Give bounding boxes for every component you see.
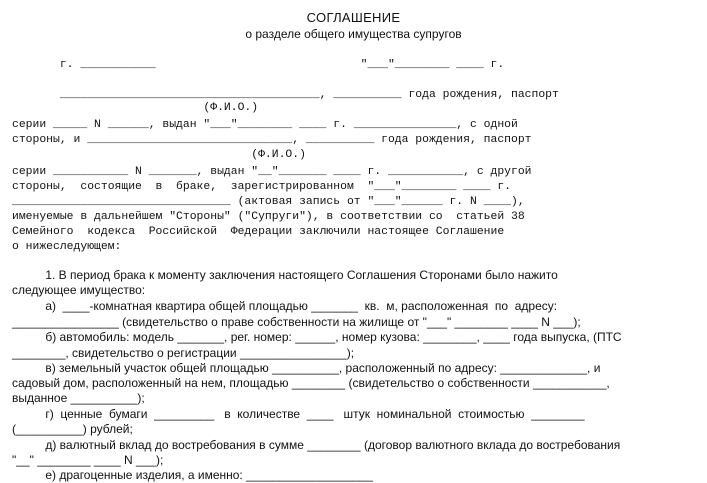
agreement-line: стороны, состоящие в браке, зарегистрированном "___"________ ____ г. [12, 181, 511, 193]
document-title: СОГЛАШЕНИЕ [306, 10, 401, 25]
agreement-line: ________________________________ (актовая запись от "___"______ г. N ____), [12, 196, 525, 208]
agreement-line: (Ф.И.О.) [12, 149, 306, 161]
agreement-line: (Ф.И.О.) [12, 102, 259, 114]
agreement-line: г. ___________ "___"________ ____ г. [12, 59, 505, 71]
clause-line: "__" ________ ____ N ___); [12, 453, 164, 467]
clause-line: 1. В период брака к моменту заключения настоящего Соглашения Сторонами было нажито [12, 268, 558, 282]
agreement-line: ______________________________________, __________ года рождения, паспорт [12, 89, 559, 101]
clause-line: следующее имущество: [12, 283, 146, 297]
agreement-line: стороны, и ______________________________, __________ года рождения, паспорт [12, 134, 532, 146]
agreement-line: серии ___________ N _______, выдан "__"_______ ____ г. ___________, с другой [12, 166, 532, 178]
clause-line: б) автомобиль: модель _______, рег. номер: ______, номер кузова: ________, ____ года выпуска, (ПТС [12, 330, 622, 344]
agreement-line: о нижеследующем: [12, 241, 122, 253]
agreement-line: Семейного кодекса Российской Федерации заключили настоящее Соглашение [12, 226, 505, 238]
clause-line: а) ____-комнатная квартира общей площадью _______ кв. м, расположенная по адресу: [12, 299, 558, 313]
clause-line: выданное __________); [12, 391, 145, 405]
clause-line: ________, свидетельство о регистрации ________________); [12, 346, 355, 360]
clause-line: е) драгоценные изделия, а именно: ___________________ [12, 468, 373, 482]
clause-line: ________________ (свидетельство о праве собственности на жилище от "___" ________ ____ N ___); [12, 315, 581, 329]
clause-line: г) ценные бумаги _________ в количестве ____ штук номинальной стоимостью ________ [12, 407, 585, 421]
document-subtitle: о разделе общего имущества супругов [245, 27, 462, 41]
clause-line: д) валютный вклад до востребования в сумме ________ (договор валютного вклада до востребования [12, 438, 621, 452]
clause-line: садовый дом, расположенный на нем, площадью ________ (свидетельство о собственности ___________, [12, 376, 610, 390]
agreement-line: именуемые в дальнейшем "Стороны" ("Супруги"), в соответствии со статьей 38 [12, 211, 525, 223]
agreement-line: серии _____ N ______, выдан "___"________ ____ г. _______________, с одной [12, 119, 518, 131]
clause-line: в) земельный участок общей площадью __________, расположенный по адресу: _____________, и [12, 361, 601, 375]
clause-line: (__________) рублей; [12, 422, 133, 436]
